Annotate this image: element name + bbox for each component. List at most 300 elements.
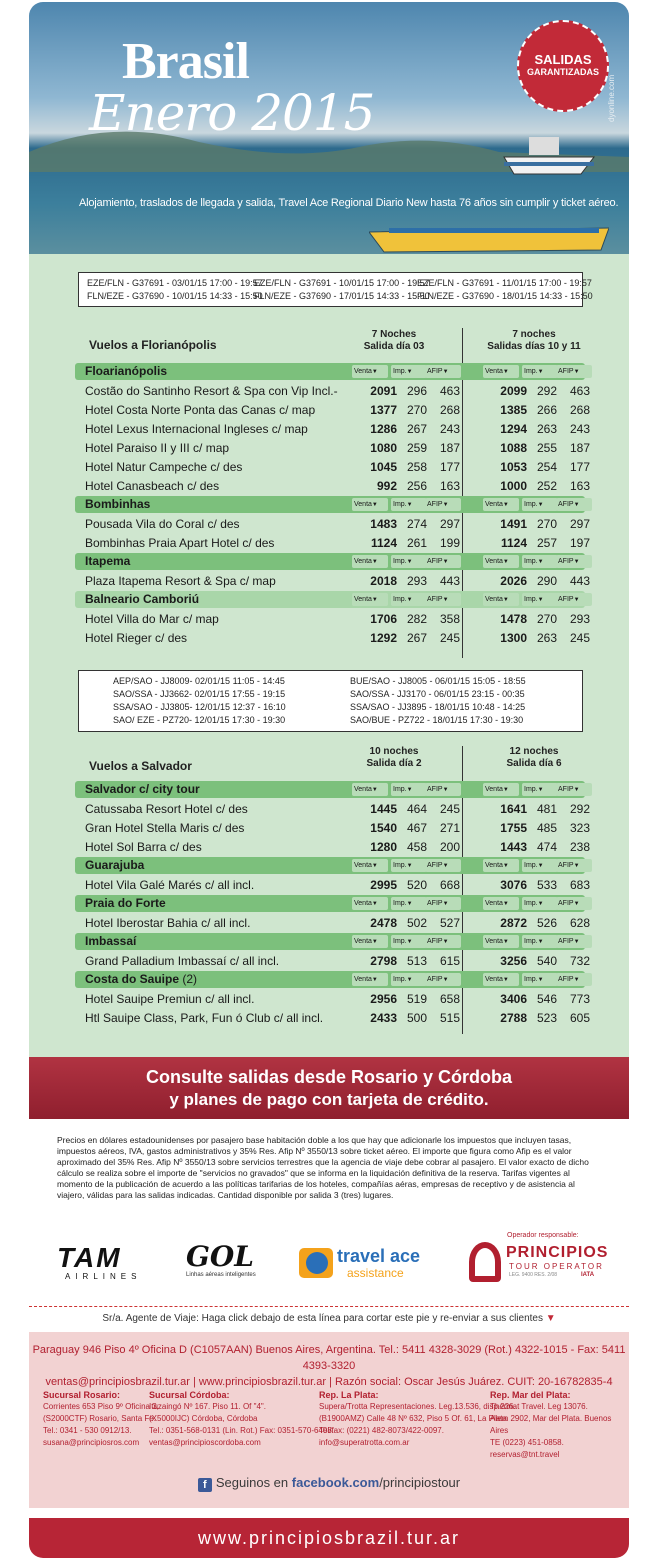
- price-afip: 443: [569, 574, 590, 588]
- price-imp: 523: [536, 1011, 557, 1025]
- price-imp: 258: [406, 460, 427, 474]
- canoe-graphic: [369, 224, 609, 254]
- triangle-down-icon: ▼: [537, 369, 544, 375]
- principios-logo: [469, 1232, 609, 1292]
- triangle-down-icon: ▼: [371, 787, 378, 793]
- triangle-down-icon: ▼: [371, 901, 378, 907]
- column-label-venta: [354, 936, 378, 948]
- column-label-text: AFIP: [427, 368, 443, 375]
- cut-line[interactable]: [29, 1306, 629, 1332]
- floripa-heading: Vuelos a Florianópolis: [89, 338, 217, 352]
- branch-line[interactable]: ventas@principioscordoba.com: [149, 1438, 261, 1447]
- hotel-name: Costão do Santinho Resort & Spa con Vip Incl.-: [85, 384, 338, 398]
- branch-line: (B1900AMZ) Calle 48 Nº 632, Piso 5 Of. 61, La Plata: [319, 1414, 507, 1423]
- price-afip: 628: [569, 916, 590, 930]
- branch-0: [43, 1389, 159, 1449]
- price-imp: 259: [406, 441, 427, 455]
- facebook-link[interactable]: [29, 1475, 629, 1492]
- gol-logo-text: GOL: [186, 1240, 254, 1273]
- column-label-venta: [354, 366, 378, 378]
- triangle-down-icon: ▼: [573, 863, 580, 869]
- price-imp: 261: [406, 536, 427, 550]
- address-line1: Paraguay 946 Piso 4º Oficina D (C1057AAN) Buenos Aires, Argentina. Tel.: 5411 4328-3029 (Rot.) 4322-1015 - Fax: 5411 4393-3320: [32, 1344, 626, 1372]
- column-label-venta: [354, 784, 378, 796]
- column-label-afip: [427, 936, 449, 948]
- column-label-venta: [354, 974, 378, 986]
- category-bar: [75, 933, 585, 950]
- column-label-venta: [485, 594, 509, 606]
- flight-line: BUE/SAO - JJ8005 - 06/01/15 15:05 - 18:55: [350, 676, 526, 686]
- price-afip: 187: [439, 441, 460, 455]
- branch-1: [149, 1389, 334, 1449]
- flight-line: SAO/BUE - PZ722 - 18/01/15 17:30 - 19:30: [350, 715, 524, 725]
- column-label-text: AFIP: [427, 938, 443, 945]
- hotel-name: Hotel Sol Barra c/ des: [85, 840, 202, 854]
- triangle-down-icon: ▼: [406, 863, 413, 869]
- column-label-imp: [393, 784, 413, 796]
- triangle-down-icon: ▼: [406, 939, 413, 945]
- column-label-imp: [524, 499, 544, 511]
- column-label-text: Imp.: [393, 976, 407, 983]
- category-bar: [75, 553, 585, 570]
- price-afip: 615: [439, 954, 460, 968]
- price-imp: 266: [536, 403, 557, 417]
- category-bar: [75, 496, 585, 513]
- column-label-text: Imp.: [393, 786, 407, 793]
- column-label-afip: [558, 898, 580, 910]
- price-imp: 546: [536, 992, 557, 1006]
- column-label-imp: [524, 898, 544, 910]
- column-label-text: Venta: [354, 862, 372, 869]
- column-label-afip: [558, 936, 580, 948]
- column-label-text: Imp.: [393, 938, 407, 945]
- price-afip: 271: [439, 821, 460, 835]
- column-label-text: Venta: [485, 501, 503, 508]
- triangle-down-icon: ▼: [573, 369, 580, 375]
- travel-ace-mark-inner: [306, 1252, 328, 1274]
- column-label-text: AFIP: [558, 900, 574, 907]
- category-name: Balneario Camboriú: [85, 592, 200, 606]
- column-label-afip: [427, 594, 449, 606]
- triangle-down-icon: ▼: [502, 863, 509, 869]
- triangle-down-icon: ▼: [406, 559, 413, 565]
- column-label-text: AFIP: [558, 786, 574, 793]
- category-title: [85, 857, 144, 874]
- price-venta: 3076: [500, 878, 527, 892]
- hotel-name: Hotel Costa Norte Ponta das Canas c/ map: [85, 403, 316, 417]
- price-imp: 263: [536, 422, 557, 436]
- column-label-text: Imp.: [524, 862, 538, 869]
- branch-2: [319, 1389, 516, 1449]
- price-afip: 605: [569, 1011, 590, 1025]
- category-title: [85, 363, 167, 380]
- price-imp: 467: [406, 821, 427, 835]
- flight-line: EZE/FLN - G37691 - 03/01/15 17:00 - 19:57: [87, 278, 263, 288]
- price-imp: 270: [536, 612, 557, 626]
- category-title: [85, 933, 136, 950]
- price-venta: 2018: [370, 574, 397, 588]
- column-label-text: Imp.: [524, 368, 538, 375]
- tam-logo-sub: AIRLINES: [65, 1272, 142, 1281]
- hotel-row: [75, 401, 590, 420]
- column-label-text: Imp.: [393, 900, 407, 907]
- hotel-row: [75, 838, 590, 857]
- column-label-afip: [427, 784, 449, 796]
- hotel-row: [75, 610, 590, 629]
- branch-title: Rep. La Plata:: [319, 1390, 379, 1400]
- column-label-text: Imp.: [524, 976, 538, 983]
- price-afip: 732: [569, 954, 590, 968]
- floripa-col1-nights: 7 Noches: [371, 329, 417, 340]
- column-label-text: Venta: [354, 900, 372, 907]
- column-label-text: Venta: [354, 938, 372, 945]
- price-venta: 2995: [370, 878, 397, 892]
- column-label-text: AFIP: [427, 976, 443, 983]
- branch-line: Supera/Trotta Representaciones. Leg.13.536, disp.226.: [319, 1402, 516, 1411]
- triangle-down-icon: ▼: [406, 597, 413, 603]
- column-label-text: AFIP: [558, 938, 574, 945]
- triangle-down-icon: ▼: [537, 939, 544, 945]
- price-imp: 513: [406, 954, 427, 968]
- flight-col: [113, 675, 286, 727]
- operator-label: Operador responsable:: [507, 1232, 579, 1239]
- salvador-col1-header: [339, 746, 449, 770]
- category-title: [85, 553, 130, 570]
- triangle-down-icon: ▼: [502, 597, 509, 603]
- category-bar: [75, 857, 585, 874]
- price-imp: 267: [406, 631, 427, 645]
- column-label-imp: [524, 936, 544, 948]
- principios-text: PRINCIPIOS: [506, 1244, 609, 1261]
- triangle-down-icon: ▼: [406, 901, 413, 907]
- hotel-name: Hotel Sauipe Premiun c/ all incl.: [85, 992, 255, 1006]
- price-imp: 270: [536, 517, 557, 531]
- hotel-name: Grand Palladium Imbassaí c/ all incl.: [85, 954, 280, 968]
- floripa-col1-date: Salida día 03: [363, 341, 425, 352]
- branch-line: Alem 2902, Mar del Plata. Buenos Aires: [490, 1414, 612, 1435]
- column-label-text: AFIP: [427, 900, 443, 907]
- price-afip: 268: [569, 403, 590, 417]
- column-label-imp: [393, 366, 413, 378]
- category-name: Imbassaí: [85, 934, 137, 948]
- price-venta: 1292: [370, 631, 397, 645]
- hotel-name: Catussaba Resort Hotel c/ des: [85, 802, 248, 816]
- hotel-name: Hotel Rieger c/ des: [85, 631, 188, 645]
- price-imp: 292: [536, 384, 557, 398]
- column-label-afip: [558, 594, 580, 606]
- flights-floripa-box: [78, 272, 593, 307]
- branch-line: Tel.: 0351-568-0131 (Lin. Rot.) Fax: 0351-570-6408.: [149, 1426, 335, 1435]
- hotel-row: [75, 1009, 590, 1028]
- triangle-down-icon: ▼: [573, 939, 580, 945]
- price-imp: 263: [536, 631, 557, 645]
- price-imp: 257: [536, 536, 557, 550]
- branch-line[interactable]: reservas@tnt.travel: [490, 1450, 560, 1459]
- branch-line: TE (0223) 451-0858.: [490, 1438, 564, 1447]
- column-label-text: Venta: [485, 976, 503, 983]
- flight-line: FLN/EZE - G37690 - 17/01/15 14:33 - 15:50: [254, 291, 430, 301]
- price-venta: 2478: [370, 916, 397, 930]
- category-name: Itapema: [85, 554, 131, 568]
- category-title: [85, 591, 199, 608]
- column-label-venta: [354, 898, 378, 910]
- category-bar: [75, 895, 585, 912]
- category-bar: [75, 363, 585, 380]
- column-label-venta: [485, 499, 509, 511]
- triangle-down-icon: ▼: [502, 502, 509, 508]
- price-venta: 1483: [370, 517, 397, 531]
- flight-line: SAO/ EZE - PZ720- 12/01/15 17:30 - 19:30: [113, 715, 286, 725]
- price-afip: 187: [569, 441, 590, 455]
- iata-mark: IATA: [581, 1272, 595, 1278]
- branch-line: Corrientes 653 Piso 9º Oficina 3,: [43, 1402, 159, 1411]
- category-title: [85, 781, 200, 798]
- hotel-row: [75, 990, 590, 1009]
- column-label-afip: [558, 974, 580, 986]
- category-name: Praia do Forte: [85, 896, 166, 910]
- hotel-row: [75, 420, 590, 439]
- flight-line: SAO/SSA - JJ3170 - 06/01/15 23:15 - 00:35: [350, 689, 525, 699]
- triangle-down-icon: ▼: [537, 901, 544, 907]
- tam-logo: [57, 1244, 157, 1281]
- gol-logo: [186, 1242, 276, 1278]
- branch-line[interactable]: susana@principiosros.com: [43, 1438, 140, 1447]
- price-venta: 1286: [370, 422, 397, 436]
- floripa-col2-date: Salidas días 10 y 11: [487, 341, 581, 352]
- salvador-col1-nights: 10 noches: [369, 746, 419, 757]
- price-imp: 293: [406, 574, 427, 588]
- triangle-down-icon: ▼: [502, 939, 509, 945]
- branch-title: Sucursal Córdoba:: [149, 1390, 230, 1400]
- hotel-name: Hotel Lexus Internacional Ingleses c/ map: [85, 422, 308, 436]
- triangle-down-icon: ▼: [371, 863, 378, 869]
- flight-line: SSA/SAO - JJ3805- 12/01/15 12:37 - 16:10: [113, 702, 286, 712]
- category-title: [85, 496, 150, 513]
- column-label-afip: [427, 499, 449, 511]
- price-imp: 533: [536, 878, 557, 892]
- column-label-venta: [485, 366, 509, 378]
- category-name: Salvador c/ city tour: [85, 782, 200, 796]
- triangle-down-icon: ▼: [502, 559, 509, 565]
- price-imp: 481: [536, 802, 557, 816]
- hotel-row: [75, 572, 590, 591]
- price-imp: 267: [406, 422, 427, 436]
- branch-line: Thennat Travel. Leg 13076.: [490, 1402, 588, 1411]
- price-venta: 1491: [500, 517, 527, 531]
- floripa-col1-header: [339, 329, 449, 353]
- branch-line: Tel.: 0341 - 530 0912/13.: [43, 1426, 132, 1435]
- price-imp: 282: [406, 612, 427, 626]
- triangle-down-icon: ▼: [371, 977, 378, 983]
- hotel-row: [75, 952, 590, 971]
- price-venta: 2091: [370, 384, 397, 398]
- category-bar: [75, 591, 585, 608]
- facebook-pre: Seguinos en: [215, 1475, 292, 1490]
- hotel-name: Hotel Paraiso II y III c/ map: [85, 441, 230, 455]
- category-bar: [75, 971, 585, 988]
- column-label-text: Imp.: [393, 558, 407, 565]
- photo-credit: dyonline.com: [607, 74, 616, 122]
- column-label-venta: [354, 556, 378, 568]
- branch-line[interactable]: info@superatrotta.com.ar: [319, 1438, 410, 1447]
- column-label-text: AFIP: [558, 501, 574, 508]
- column-label-text: Venta: [485, 786, 503, 793]
- hotel-name: Hotel Canasbeach c/ des: [85, 479, 220, 493]
- price-imp: 274: [406, 517, 427, 531]
- column-label-text: AFIP: [427, 786, 443, 793]
- price-afip: 323: [569, 821, 590, 835]
- triangle-down-icon: ▼: [537, 559, 544, 565]
- column-label-text: Venta: [354, 368, 372, 375]
- price-venta: 2026: [500, 574, 527, 588]
- price-venta: 2798: [370, 954, 397, 968]
- column-label-text: Imp.: [524, 786, 538, 793]
- hero-subtitle: Enero 2015: [89, 84, 375, 142]
- price-venta: 3406: [500, 992, 527, 1006]
- price-venta: 1053: [500, 460, 527, 474]
- price-imp: 526: [536, 916, 557, 930]
- hotel-row: [75, 914, 590, 933]
- price-afip: 293: [569, 612, 590, 626]
- hotel-name: Htl Sauipe Class, Park, Fun ó Club c/ all incl.: [85, 1011, 324, 1025]
- column-label-afip: [427, 974, 449, 986]
- flight-line: AEP/SAO - JJ8009- 02/01/15 11:05 - 14:45: [113, 676, 285, 686]
- price-afip: 358: [439, 612, 460, 626]
- price-afip: 243: [569, 422, 590, 436]
- column-label-text: AFIP: [427, 501, 443, 508]
- price-afip: 668: [439, 878, 460, 892]
- price-afip: 297: [569, 517, 590, 531]
- salvador-col2-date: Salida día 6: [506, 758, 562, 769]
- salvador-col1-date: Salida día 2: [366, 758, 422, 769]
- principios-sub: TOUR OPERATOR: [509, 1262, 604, 1271]
- hero-title: Brasil: [122, 33, 249, 90]
- column-label-text: Venta: [485, 368, 503, 375]
- column-label-text: Venta: [354, 501, 372, 508]
- flight-col: [417, 277, 593, 303]
- flight-line: FLN/EZE - G37690 - 10/01/15 14:33 - 15:50: [87, 291, 263, 301]
- flight-col: [87, 277, 263, 303]
- facebook-domain: facebook.com: [291, 1475, 380, 1490]
- column-label-text: AFIP: [558, 862, 574, 869]
- triangle-down-icon: ▼: [442, 597, 449, 603]
- hotel-name: Gran Hotel Stella Maris c/ des: [85, 821, 245, 835]
- hotel-row: [75, 629, 590, 648]
- price-afip: 268: [439, 403, 460, 417]
- triangle-down-icon: ▼: [537, 977, 544, 983]
- hotel-row: [75, 439, 590, 458]
- hotel-name: Pousada Vila do Coral c/ des: [85, 517, 240, 531]
- triangle-down-icon: ▼: [406, 502, 413, 508]
- main-address: [29, 1342, 629, 1390]
- price-venta: 1478: [500, 612, 527, 626]
- price-venta: 2099: [500, 384, 527, 398]
- triangle-down-icon: ▼: [406, 369, 413, 375]
- triangle-down-icon: ▼: [442, 369, 449, 375]
- price-venta: 2956: [370, 992, 397, 1006]
- column-label-imp: [393, 936, 413, 948]
- price-afip: 245: [439, 802, 460, 816]
- guaranteed-badge: [517, 20, 609, 112]
- triangle-down-icon: ▼: [573, 977, 580, 983]
- hero-description: Alojamiento, traslados de llegada y salida, Travel Ace Regional Diario New hasta 76 años sin cumplir y ticket aéreo.: [79, 197, 619, 209]
- price-afip: 238: [569, 840, 590, 854]
- column-label-afip: [427, 860, 449, 872]
- footer-url[interactable]: www.principiosbrazil.tur.ar: [29, 1518, 629, 1558]
- column-label-text: Venta: [354, 596, 372, 603]
- principios-mark: [469, 1242, 501, 1282]
- column-label-text: Venta: [485, 900, 503, 907]
- price-afip: 683: [569, 878, 590, 892]
- triangle-down-icon: ▼: [573, 502, 580, 508]
- price-afip: 297: [439, 517, 460, 531]
- price-imp: 254: [536, 460, 557, 474]
- flight-col: [254, 277, 430, 303]
- flight-line: EZE/FLN - G37691 - 10/01/15 17:00 - 19:57: [254, 278, 430, 288]
- badge-line1: SALIDAS: [534, 52, 592, 67]
- facebook-icon: f: [198, 1478, 212, 1492]
- triangle-down-icon: ▼: [371, 369, 378, 375]
- column-label-imp: [524, 860, 544, 872]
- hotel-row: [75, 515, 590, 534]
- gol-logo-sub: Linhas aéreas inteligentes: [186, 1272, 256, 1278]
- price-imp: 296: [406, 384, 427, 398]
- column-label-afip: [427, 556, 449, 568]
- price-venta: 1294: [500, 422, 527, 436]
- price-imp: 255: [536, 441, 557, 455]
- banner-line2: y planes de pago con tarjeta de crédito.: [169, 1090, 489, 1109]
- price-venta: 1124: [370, 536, 397, 550]
- price-afip: 163: [439, 479, 460, 493]
- hotel-name: Hotel Vila Galé Marés c/ all incl.: [85, 878, 255, 892]
- address-line2[interactable]: ventas@principiosbrazil.tur.ar | www.principiosbrazil.tur.ar | Razón social: Oscar Jesús Juárez. CUIT: 20-16782835-4: [45, 1376, 613, 1388]
- price-venta: 3256: [500, 954, 527, 968]
- branch-title: Sucursal Rosario:: [43, 1390, 121, 1400]
- column-label-afip: [558, 860, 580, 872]
- price-afip: 245: [439, 631, 460, 645]
- column-label-text: Imp.: [393, 368, 407, 375]
- column-label-text: Venta: [485, 596, 503, 603]
- column-label-afip: [427, 366, 449, 378]
- column-label-afip: [427, 898, 449, 910]
- column-label-venta: [354, 860, 378, 872]
- price-imp: 519: [406, 992, 427, 1006]
- column-label-imp: [393, 556, 413, 568]
- banner-line1: Consulte salidas desde Rosario y Córdoba: [145, 1067, 513, 1087]
- triangle-down-icon: ▼: [537, 597, 544, 603]
- column-label-text: Imp.: [524, 938, 538, 945]
- column-label-text: AFIP: [558, 558, 574, 565]
- price-afip: 463: [569, 384, 590, 398]
- price-imp: 270: [406, 403, 427, 417]
- triangle-down-icon: ▼: [502, 977, 509, 983]
- category-name: Floarianópolis: [85, 364, 168, 378]
- triangle-down-icon: ▼: [442, 787, 449, 793]
- hotel-row: [75, 819, 590, 838]
- flight-line: SAO/SSA - JJ3662- 02/01/15 17:55 - 19:15: [113, 689, 286, 699]
- price-afip: 163: [569, 479, 590, 493]
- price-venta: 1540: [370, 821, 397, 835]
- price-venta: 1445: [370, 802, 397, 816]
- hotel-row: [75, 477, 590, 496]
- column-label-text: Venta: [354, 976, 372, 983]
- triangle-down-icon: ▼: [537, 863, 544, 869]
- column-label-venta: [485, 784, 509, 796]
- promo-banner: [29, 1057, 629, 1119]
- column-label-text: Imp.: [393, 596, 407, 603]
- triangle-down-icon: ▼: [406, 977, 413, 983]
- triangle-down-icon: ▼: [573, 901, 580, 907]
